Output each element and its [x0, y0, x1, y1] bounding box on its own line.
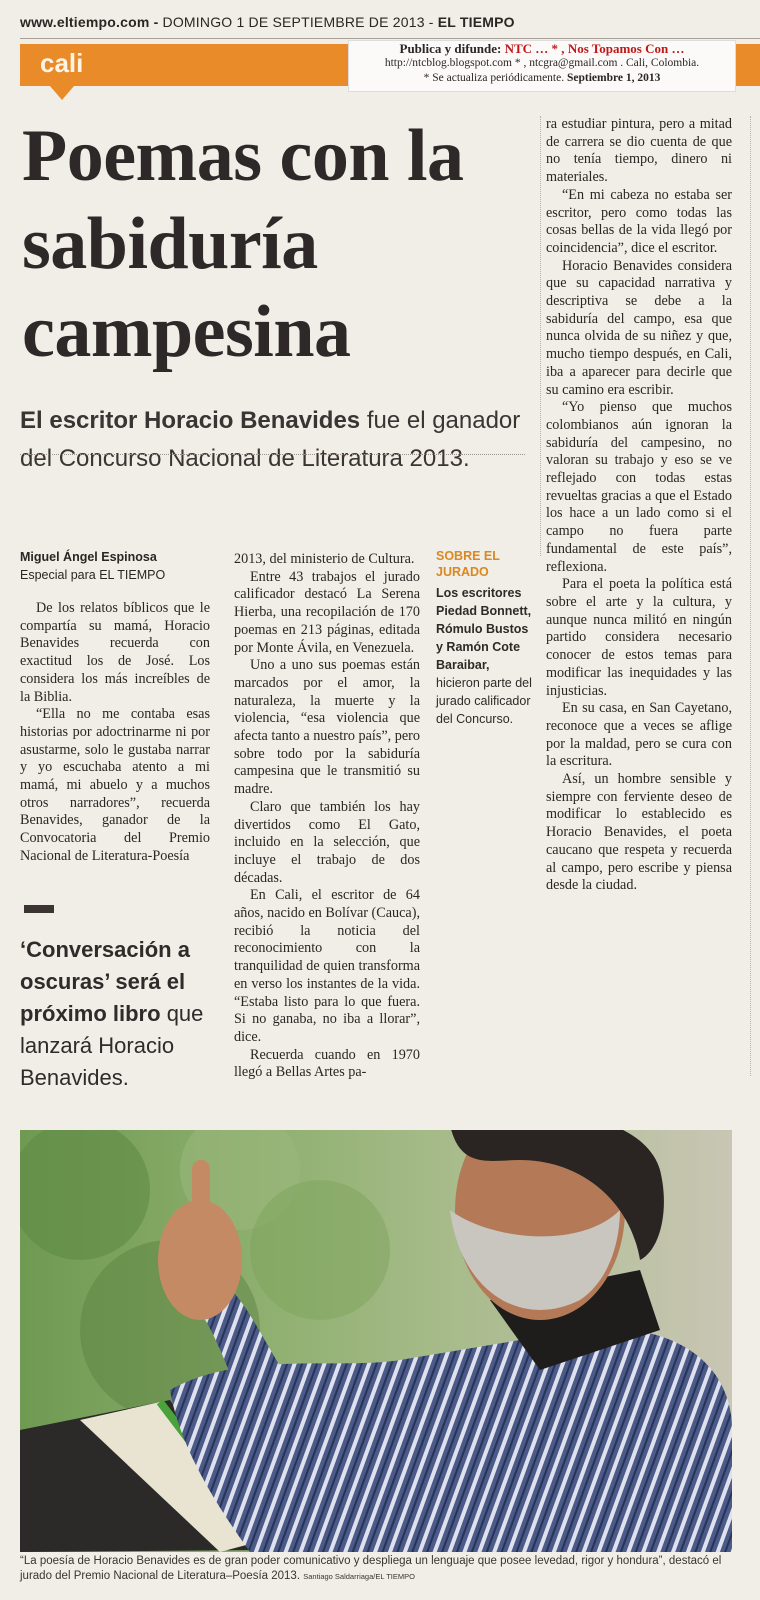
paragraph: ra estudiar pintura, pero a mitad de carrera se dio cuenta de que no tenía tiempo, dinero ni materiales.: [546, 116, 732, 186]
section-pointer: [50, 86, 74, 100]
paragraph: En su casa, en San Cayetano, reconoce que a veces se aflige por la maldad, pero se cura con la escritura.: [546, 700, 732, 770]
sidebar-bold: Los escritores Piedad Bonnett, Rómulo Bustos y Ramón Cote Baraibar,: [436, 586, 532, 672]
paragraph: De los relatos bíblicos que le compartía su mamá, Horacio Benavides recuerda con exactitud los de José. Los considera los más increíbles de la Biblia.: [20, 600, 210, 705]
header-date: DOMINGO 1 DE SEPTIEMBRE DE 2013 -: [162, 14, 434, 30]
paragraph: Así, un hombre sensible y siempre con ferviente deseo de modificar lo establecido es Horacio Benavides, el poeta caucano que respeta y recuerda al campo, pero escribe y piensa desde la ciudad.: [546, 771, 732, 894]
page-edge-rule: [750, 116, 751, 1076]
author-photo: [20, 1130, 732, 1552]
paragraph: “Yo pienso que muchos colombianos aún ignoran la sabiduría del campesino, no valoran su trabajo y eso se ve reflejado con todas estas revueltas gracias a que el Estado los hace a un lado como si el campo no fuera parte fundamental de este país”, reflexiona.: [546, 399, 732, 575]
paragraph: En Cali, el escritor de 64 años, nacido en Bolívar (Cauca), recibió la noticia del reconocimiento con la tranquilidad de quien transforma en verso los instantes de la vida. “Estaba listo para lo que fuera. Si no ganaba, no iba a llorar”, dice.: [234, 887, 420, 1045]
site-url[interactable]: www.eltiempo.com -: [20, 14, 159, 30]
pull-quote-bold: ‘Conversación a oscuras’ será el próximo libro: [20, 937, 190, 1026]
author-role: Especial para EL TIEMPO: [20, 568, 166, 582]
newspaper-name: EL TIEMPO: [437, 14, 515, 30]
sidebar-title: SOBRE EL JURADO: [436, 549, 500, 579]
pull-quote-rest: que lanzará Horacio Benavides.: [20, 1001, 204, 1090]
pull-quote: [20, 934, 230, 1094]
paragraph: Horacio Benavides considera que su capacidad narrativa y descriptiva se debe a la sabiduría del campo, esa que nunca olvida de su niñez y que, mucho tiempo después, en Cali, iba a aparecer para decirle que su camino era escribir.: [546, 257, 732, 398]
deck: [20, 402, 540, 478]
photo-illustration: [20, 1130, 732, 1552]
sidebar-text: [436, 584, 536, 728]
deck-divider: [20, 454, 525, 455]
section-label: cali: [40, 48, 84, 78]
paragraph: 2013, del ministerio de Cultura.: [234, 551, 415, 567]
pull-quote-mark: [24, 905, 54, 913]
photo-credit: Santiago Saldarriaga/EL TIEMPO: [303, 1572, 415, 1581]
paragraph: Para el poeta la política está sobre el arte y la cultura, y aunque nunca militó en ningún partido considera necesario conocer de estos temas para modificar las inequidades y las injusticias.: [546, 576, 732, 699]
photo-caption: [20, 1554, 750, 1584]
caption-text: “La poesía de Horacio Benavides es de gran poder comunicativo y despliega un lenguaje que posee levedad, rigor y hondura”, destacó el jurado del Premio Nacional de Literatura–Poesía 2013.: [20, 1555, 722, 1582]
paragraph: Claro que también los hay divertidos como El Gato, incluido en la selección, que incluye el trabajo de dos décadas.: [234, 798, 420, 886]
byline: [20, 548, 165, 584]
article-column-3: [546, 116, 732, 895]
author-name: Miguel Ángel Espinosa: [20, 550, 157, 564]
stamp-name: Nos Topamos Con …: [567, 41, 685, 56]
headline: Poemas con la sabiduría campesina: [22, 115, 464, 373]
stamp-update-note: * Se actualiza periódicamente.: [423, 72, 565, 84]
header-line: [20, 14, 515, 30]
paragraph: Entre 43 trabajos el jurado calificador destacó La Serena Hierba, una recopilación de 170 poemas en 213 páginas, editada por Monte Ávila, en Venezuela.: [234, 568, 420, 656]
stamp-prefix: Publica y difunde:: [399, 41, 505, 56]
article-column-2: [234, 551, 420, 1082]
deck-rest: fue el ganador del Concurso Nacional de Literatura 2013.: [20, 407, 521, 472]
paragraph: “En mi cabeza no estaba ser escritor, pero como todas las cosas bellas de la vida llegó por coincidencia”, dice el escritor.: [546, 186, 732, 256]
publisher-stamp: [348, 40, 736, 92]
header-rule: [20, 38, 760, 39]
paragraph: Recuerda cuando en 1970 llegó a Bellas Artes pa-: [234, 1046, 420, 1081]
article-column-1: [20, 600, 210, 866]
stamp-date: Septiembre 1, 2013: [566, 72, 661, 84]
sidebar-rest: hicieron parte del jurado calificador del Concurso.: [436, 676, 532, 726]
column-divider: [540, 116, 541, 556]
stamp-contact[interactable]: http://ntcblog.blogspot.com * , ntcgra@gmail.com . Cali, Colombia.: [384, 57, 700, 69]
paragraph: “Ella no me contaba esas historias por adoctrinarme ni por asustarme, solo le gustaba narrar y yo escuchaba atento a mi mamá, mi abuelo y a muchos otros narradores”, recuerda Benavides, ganador de la Convocatoria del Premio Nacional de Literatura-Poesía: [20, 706, 210, 864]
stamp-ntc: NTC … * ,: [504, 41, 565, 56]
paragraph: Uno a uno sus poemas están marcados por el amor, la naturaleza, la muerte y la violencia, “esa violencia que afecta tanto a nuestro país”, pero sobre todo por la sabiduría campesina que le transmitió su madre.: [234, 657, 420, 798]
deck-bold: El escritor Horacio Benavides: [20, 407, 361, 434]
